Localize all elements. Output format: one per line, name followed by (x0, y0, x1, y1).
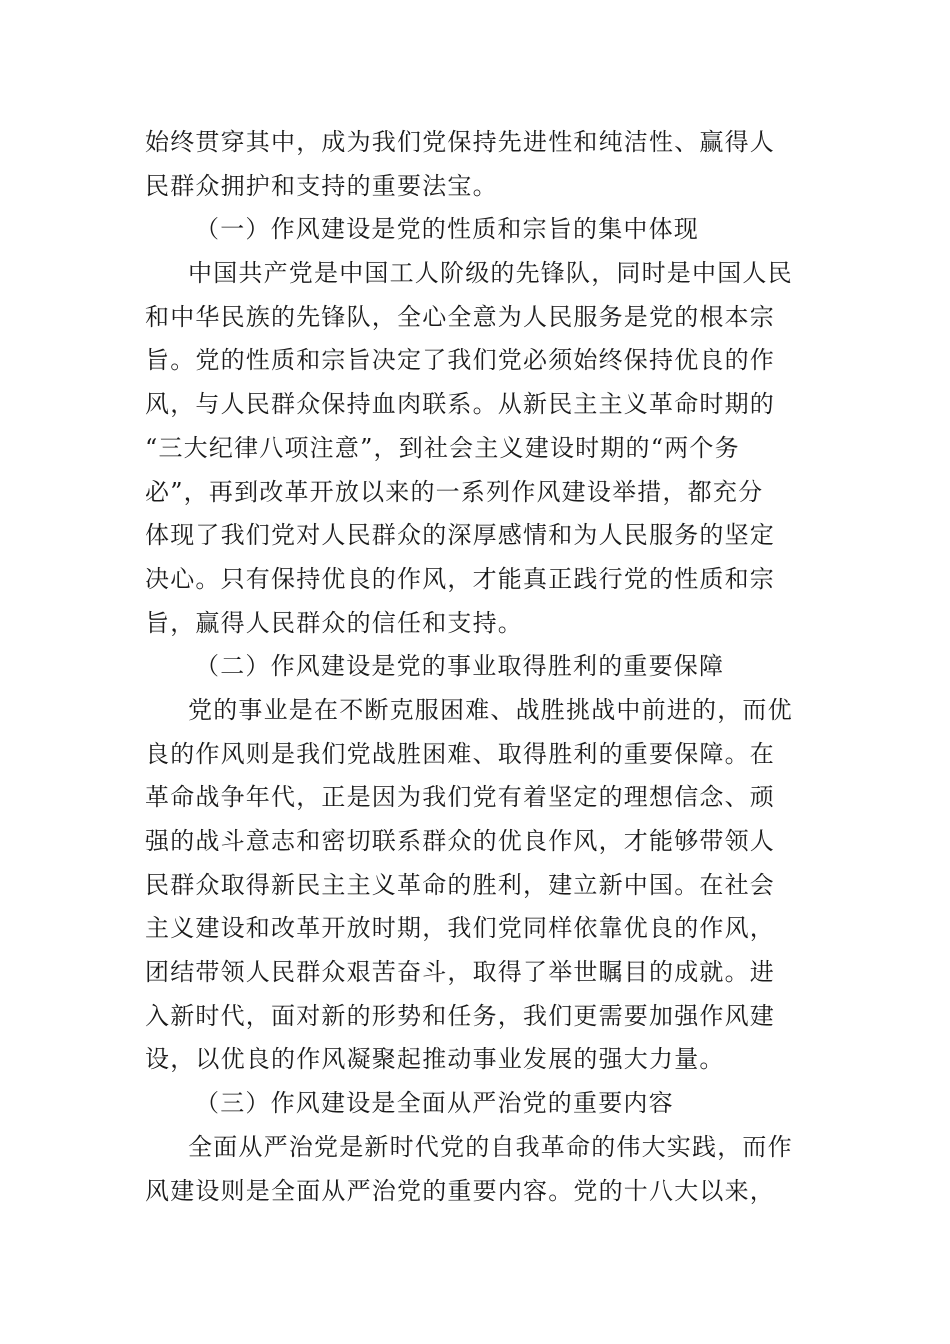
body-line: 始终贯穿其中，成为我们党保持先进性和纯洁性、赢得人 (145, 128, 775, 156)
body-line: 民群众拥护和支持的重要法宝。 (145, 171, 498, 200)
body-line: 良的作风则是我们党战胜困难、取得胜利的重要保障。在 (145, 739, 775, 768)
body-line: 入新时代，面对新的形势和任务，我们更需要加强作风建 (145, 1001, 775, 1030)
body-line: 中国共产党是中国工人阶级的先锋队，同时是中国人民 (188, 259, 793, 288)
body-line: 设，以优良的作风凝聚起推动事业发展的强大力量。 (145, 1045, 725, 1074)
body-line: 风，与人民群众保持血肉联系。从新民主主义革命时期的 (145, 390, 775, 419)
body-line: 风建设则是全面从严治党的重要内容。党的十八大以来， (145, 1176, 775, 1205)
body-line: 民群众取得新民主主义革命的胜利，建立新中国。在社会 (145, 870, 775, 899)
section-heading-1: （一）作风建设是党的性质和宗旨的集中体现 (195, 215, 699, 244)
body-line: 革命战争年代，正是因为我们党有着坚定的理想信念、顽 (145, 783, 775, 812)
body-line: 必”，再到改革开放以来的一系列作风建设举措，都充分 (145, 477, 764, 506)
body-line: 党的事业是在不断克服困难、战胜挑战中前进的，而优 (188, 695, 793, 724)
body-line: 和中华民族的先锋队，全心全意为人民服务是党的根本宗 (145, 302, 775, 331)
body-line: 强的战斗意志和密切联系群众的优良作风，才能够带领人 (145, 827, 775, 855)
body-line: 团结带领人民群众艰苦奋斗，取得了举世瞩目的成就。进 (145, 958, 775, 987)
body-line: 决心。只有保持优良的作风，才能真正践行党的性质和宗 (145, 564, 775, 593)
body-line: 体现了我们党对人民群众的深厚感情和为人民服务的坚定 (145, 521, 775, 550)
body-line: 旨。党的性质和宗旨决定了我们党必须始终保持优良的作 (145, 346, 775, 375)
body-line: “三大纪律八项注意”，到社会主义建设时期的“两个务 (145, 433, 740, 462)
document-body (145, 121, 805, 1213)
body-line: 全面从严治党是新时代党的自我革命的伟大实践，而作 (188, 1132, 793, 1161)
body-line: 旨，赢得人民群众的信任和支持。 (145, 608, 523, 637)
body-line: 主义建设和改革开放时期，我们党同样依靠优良的作风， (145, 914, 775, 943)
section-heading-2: （二）作风建设是党的事业取得胜利的重要保障 (195, 652, 725, 681)
section-heading-3: （三）作风建设是全面从严治党的重要内容 (195, 1089, 674, 1118)
